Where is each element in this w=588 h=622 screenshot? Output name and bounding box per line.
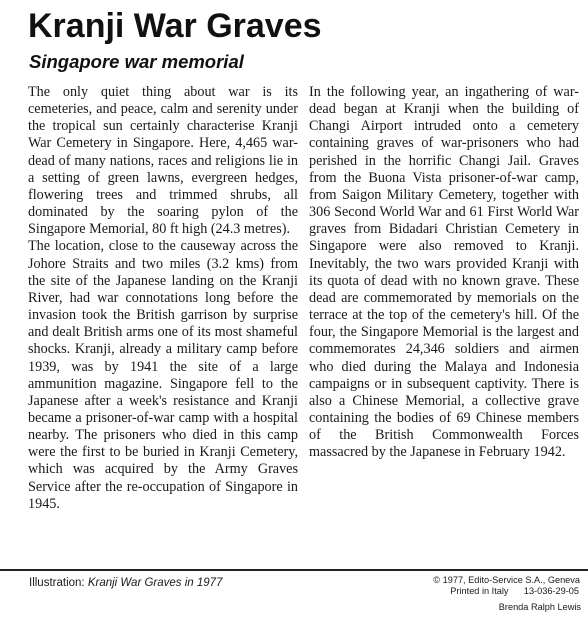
- print-info-line: Printed in Italy 13-036-29-05: [450, 586, 579, 596]
- copyright-line: © 1977, Edito-Service S.A., Geneva: [433, 575, 580, 585]
- author-credit: Brenda Ralph Lewis: [498, 602, 581, 612]
- paragraph-ingathering: In the following year, an ingathering of war-dead began at Kranji when the building of Changi Airport intruded onto a cemetery containing graves of war-prisoners who had perished in the horrific Changi Jail. Graves from the Buona Vista prisoner-of-war camp, from Saigon Military Cemetery, together with 306 Second World War and 61 First World War graves from Bidadari Christian Cemetery in Singapore were also removed to Kranji. Inevitably, the two wars provided Kranji with its quota of dead with no known grave. These dead are commemorated by memorials on the terrace at the top of the cemetery's hill. Of the four, the Singapore Memorial is the largest and commemorates 24,346 soldiers and airmen who died during the Malaya and Indonesia campaigns or in subsequent captivity. There is also a Chinese Memorial, a collective grave containing the bodies of 69 Chinese members of the British Commonwealth Forces massacred by the Japanese in February 1942.: [309, 84, 579, 461]
- illustration-title: Kranji War Graves in 1977: [87, 577, 223, 589]
- footer-divider: [0, 569, 588, 571]
- page-subtitle: Singapore war memorial: [29, 51, 244, 72]
- paragraph-intro: The only quiet thing about war is its cemeteries, and peace, calm and serenity under the tropical sun certainly characterise Kranji War Cemetery in Singapore. Here, 4,465 war-dead of many nations, races and religions lie in a setting of green lawns, evergreen hedges, flowering trees and trimmed shrubs, all dominated by the soaring pylon of the Singapore Memorial, 80 ft high (24.3 metres).: [28, 84, 298, 238]
- article-column-left: [28, 84, 298, 513]
- illustration-caption: [29, 576, 222, 590]
- illustration-label: Illustration:: [29, 577, 88, 589]
- paragraph-location: The location, close to the causeway across the Johore Straits and two miles (3.2 kms) from the site of the Japanese landing on the Kranji River, had war connotations long before the invasion took the British garrison by surprise and dealt British arms one of its most shameful shocks. Kranji, already a military camp before 1939, was by 1941 the site of a large ammunition magazine. Singapore fell to the Japanese after a week's resistance and Kranji became a prisoner-of-war camp with a hospital nearby. The prisoners who died in this camp were the first to be buried in Kranji Cemetery, which was acquired by the Army Graves Service after the re-occupation of Singapore in 1945.: [28, 238, 298, 512]
- article-column-right: [309, 84, 579, 461]
- page-title: Kranji War Graves: [28, 7, 322, 45]
